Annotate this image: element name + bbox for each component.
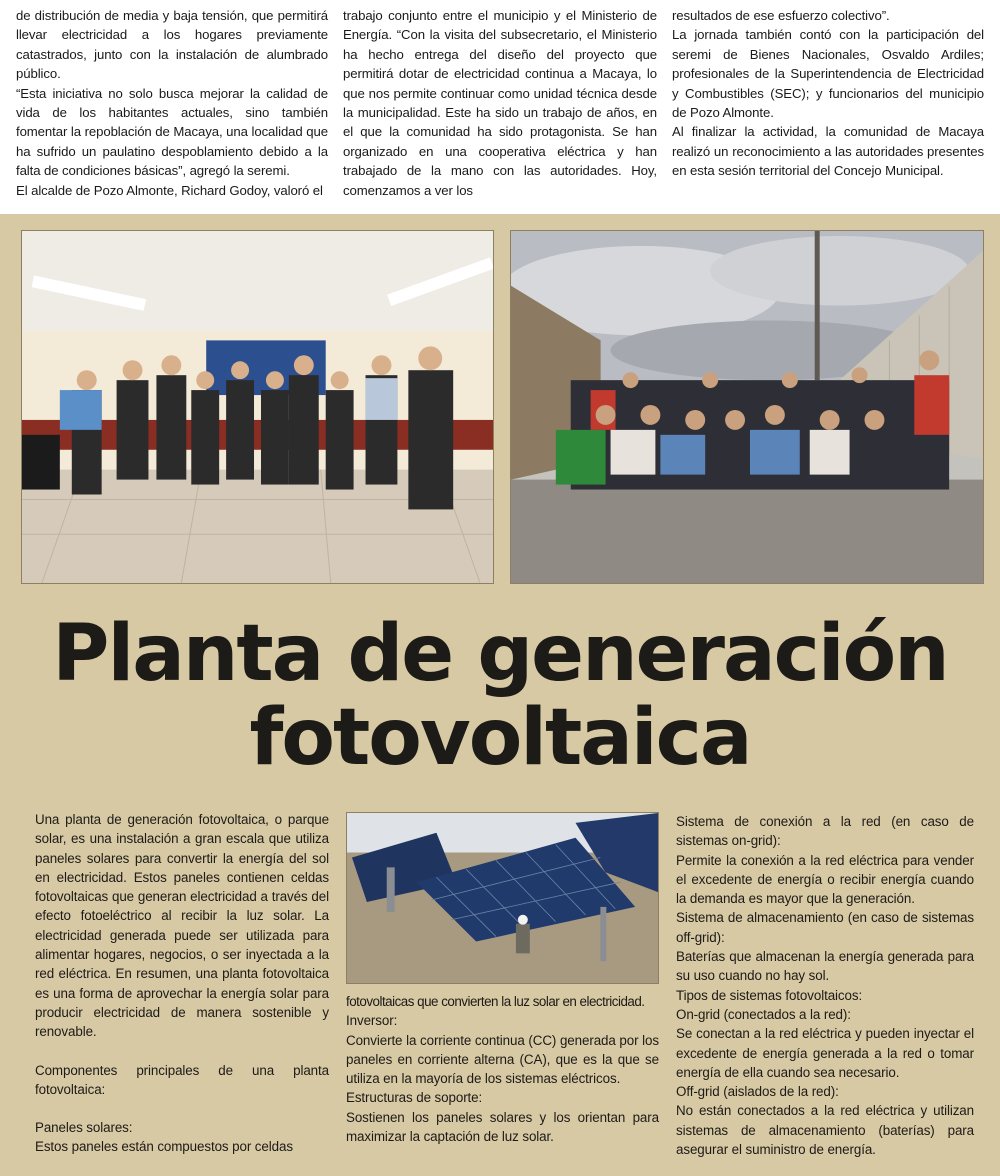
headline-line-1: Planta de generación xyxy=(52,609,948,699)
components-title: Componentes principales de una planta fotovoltaica: xyxy=(35,1062,329,1097)
inverter-title: Inversor: xyxy=(346,1013,398,1029)
paragraph: La jornada también contó con la participación del seremi de Bienes Nacionales, Osvaldo Ardiles; profesionales de la Superintendencia de Electricidad y Combustibles (SEC); y funcionarios del municipio de Pozo Almonte. xyxy=(672,27,984,121)
support-text: Sostienen los paneles solares y los orientan para maximizar la captación de luz solar. xyxy=(346,1109,659,1145)
article-continuation xyxy=(0,0,1000,214)
ongrid-text: Se conectan a la red eléctrica y pueden inyectar el excedente de energía generada a la red o tomar energía de ella cuando sea necesario. xyxy=(676,1026,974,1080)
text-column-2 xyxy=(343,6,657,200)
headline xyxy=(20,609,980,783)
storage-text: Baterías que almacenan la energía generada para su uso cuando no hay sol. xyxy=(676,949,974,984)
paragraph: trabajo conjunto entre el municipio y el Ministerio de Energía. “Con la visita del subsecretario, el Ministerio ha hecho entrega del diseño del proyecto que permitirá dotar de electricidad continua a Macaya, lo que nos permite continuar como unidad técnica desde la municipalidad. Este ha sido un trabajo de años, en el que la comunidad ha sido protagonista. Se han organizado en una cooperativa eléctrica y han trabajado de la mano con las autoridades. Hoy, comenzamos a ver los xyxy=(343,8,657,198)
body-column-3 xyxy=(676,812,974,1159)
panels-text-continued: fotovoltaicas que convierten la luz solar en electricidad. xyxy=(346,994,645,1009)
intro-paragraph: Una planta de generación fotovoltaica, o parque solar, es una instalación a gran escala que utiliza paneles solares para convertir la energía del sol en electricidad. Estos paneles contienen celdas fotovoltaicas que generan electricidad a través del efecto fotoeléctrico al recibir la luz solar. La electricidad generada puede ser utilizada para alimentar hogares, negocios, o ser inyectada a la red eléctrica. En resumen, una planta fotovoltaica es una forma de aprovechar la energía solar para producir electricidad de manera sostenible y renovable. xyxy=(35,812,329,1040)
text-column-1 xyxy=(16,6,328,200)
types-title: Tipos de sistemas fotovoltaicos: xyxy=(676,987,863,1003)
text-column-3 xyxy=(672,6,984,181)
offgrid-text: No están conectados a la red eléctrica y utilizan sistemas de almacenamiento (baterías) para asegurar el suministro de energía. xyxy=(676,1103,974,1158)
body-column-2 xyxy=(346,992,659,1146)
photo-indoor-group xyxy=(21,230,494,584)
body-column-1 xyxy=(35,810,329,1157)
grid-title: Sistema de conexión a la red (en caso de sistemas on-grid): xyxy=(676,814,974,849)
photo-outdoor-group xyxy=(510,230,984,584)
inverter-text: Convierte la corriente continua (CC) generada por los paneles en corriente alterna (CA), que es la que se utiliza en la mayoría de los sistemas eléctricos. xyxy=(346,1032,659,1087)
paragraph: Al finalizar la actividad, la comunidad de Macaya realizó un reconocimiento a las autoridades presentes en esta sesión territorial del Concejo Municipal. xyxy=(672,124,984,179)
grid-text: Permite la conexión a la red eléctrica para vender el excedente de energía o recibir energía cuando la demanda es mayor que la generación. xyxy=(676,852,974,907)
photo-solar-panels xyxy=(346,812,659,984)
support-title: Estructuras de soporte: xyxy=(346,1090,483,1106)
paragraph: El alcalde de Pozo Almonte, Richard Godoy, valoró el xyxy=(16,182,323,198)
storage-title: Sistema de almacenamiento (en caso de sistemas off-grid): xyxy=(676,910,974,945)
ongrid-title: On-grid (conectados a la red): xyxy=(676,1006,851,1022)
feature-panel xyxy=(0,214,1000,1176)
panels-title: Paneles solares: xyxy=(35,1120,133,1136)
panels-text: Estos paneles están compuestos por celdas xyxy=(35,1139,293,1155)
offgrid-title: Off-grid (aislados de la red): xyxy=(676,1084,839,1100)
headline-line-2: fotovoltaica xyxy=(249,693,751,783)
paragraph: resultados de ese esfuerzo colectivo”. xyxy=(672,8,890,23)
paragraph: “Esta iniciativa no solo busca mejorar la calidad de vida de los habitantes actuales, sino también fomentar la repoblación de Macaya, una localidad que ha sufrido un paulatino despoblamiento debido a la falta de condiciones básicas”, agregó la seremi. xyxy=(16,85,328,179)
paragraph: de distribución de media y baja tensión, que permitirá llevar electricidad a los hogares previamente catastrados, junto con la instalación de alumbrado público. xyxy=(16,8,328,82)
